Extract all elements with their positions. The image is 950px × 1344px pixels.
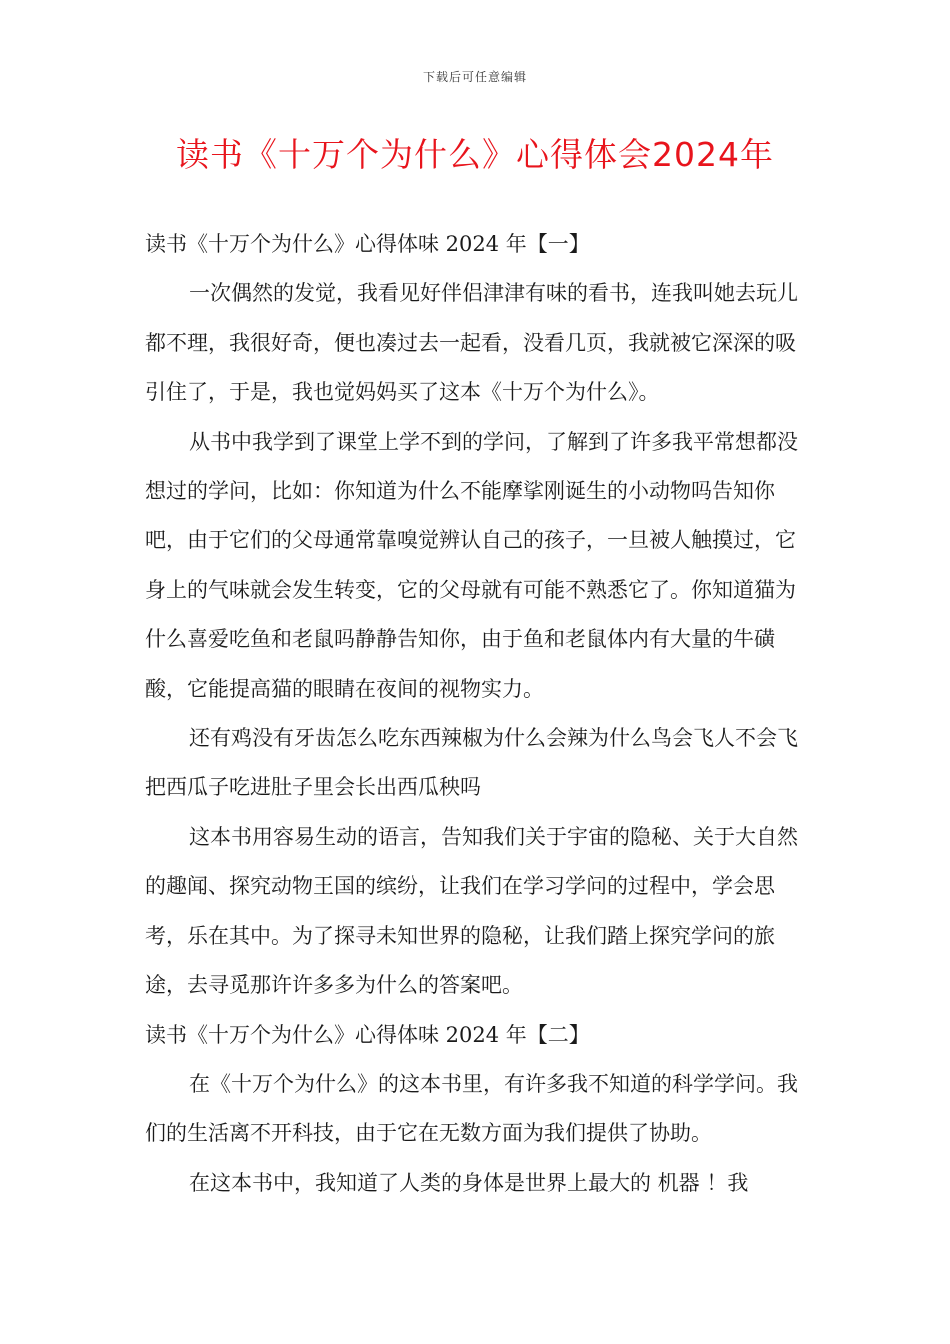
paragraph: 一次偶然的发觉，我看见好伴侣津津有味的看书，连我叫她去玩儿都不理，我很好奇，便也凑过去一起看，没看几页，我就被它深深的吸引住了，于是，我也觉妈妈买了这本《十万个为什么》。	[145, 281, 798, 405]
section-heading-2: 读书《十万个为什么》心得体味 2024 年【二】	[145, 1022, 590, 1047]
section-heading-1: 读书《十万个为什么》心得体味 2024 年【一】	[145, 232, 590, 256]
paragraph: 在这本书中，我知道了人类的身体是世界上最大的 机器 ！我	[189, 1170, 749, 1195]
header-note: 下载后可任意编辑	[422, 70, 527, 84]
document-title: 读书《十万个为什么》心得体会2024年	[176, 135, 774, 174]
paragraph: 还有鸡没有牙齿怎么吃东西辣椒为什么会辣为什么鸟会飞人不会飞把西瓜子吃进肚子里会长出西瓜秧吗	[145, 726, 798, 800]
paragraph: 这本书用容易生动的语言，告知我们关于宇宙的隐秘、关于大自然的趣闻、探究动物王国的缤纷，让我们在学习学问的过程中，学会思考，乐在其中。为了探寻未知世界的隐秘，让我们踏上探究学问的旅途，去寻觅那许许多多为什么的答案吧。	[145, 824, 798, 998]
document-body	[145, 220, 810, 1208]
paragraph: 从书中我学到了课堂上学不到的学问，了解到了许多我平常想都没想过的学问，比如：你知道为什么不能摩挲刚诞生的小动物吗告知你吧，由于它们的父母通常靠嗅觉辨认自己的孩子，一旦被人触摸过，它身上的气味就会发生转变，它的父母就有可能不熟悉它了。你知道猫为什么喜爱吃鱼和老鼠吗静静告知你，由于鱼和老鼠体内有大量的牛磺酸，它能提高猫的眼睛在夜间的视物实力。	[145, 429, 798, 701]
paragraph: 在《十万个为什么》的这本书里，有许多我不知道的科学学问。我们的生活离不开科技，由于它在无数方面为我们提供了协助。	[145, 1071, 798, 1146]
